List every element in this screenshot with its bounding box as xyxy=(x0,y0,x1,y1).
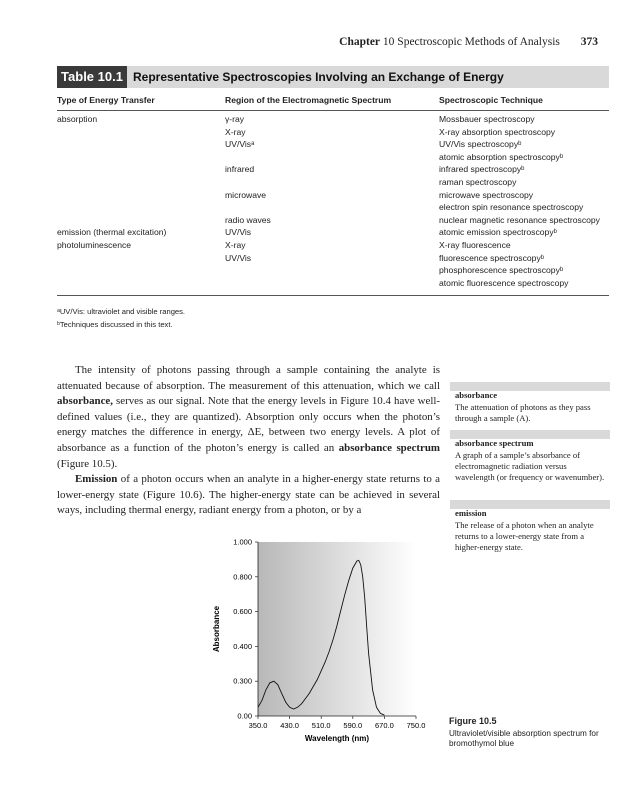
table-cell: photoluminescence xyxy=(57,239,132,250)
y-tick-label: 0.300 xyxy=(233,676,252,686)
table-cell: atomic emission spectroscopyᵇ xyxy=(439,227,557,238)
table-cell: radio waves xyxy=(225,214,271,225)
table-row xyxy=(57,265,609,278)
table-cell: atomic fluorescence spectroscopy xyxy=(439,277,569,288)
sidebar-definition xyxy=(455,508,605,553)
body-text xyxy=(57,363,440,519)
table-cell: X-ray xyxy=(225,126,246,137)
figure-caption-text: Ultraviolet/visible absorption spectrum for bromothymol blue xyxy=(449,728,599,748)
sidebar-definition-text: The release of a photon when an analyte returns to a lower-energy state from a higher-energy state. xyxy=(455,520,594,552)
x-tick-label: 510.0 xyxy=(311,721,331,730)
x-tick-label: 670.0 xyxy=(375,721,394,730)
figure-caption xyxy=(449,716,614,750)
column-header: Spectroscopic Technique xyxy=(439,95,543,105)
y-tick-label: 0.600 xyxy=(233,607,252,617)
chapter-label: Chapter xyxy=(339,36,381,48)
x-tick-label: 590.0 xyxy=(343,721,363,730)
table-row xyxy=(57,190,609,203)
sidebar-term: absorbance spectrum xyxy=(455,438,534,448)
table-cell: X-ray xyxy=(225,239,246,250)
chapter-number: 10 xyxy=(382,36,395,48)
term-absorbance-spectrum: absorbance spectrum xyxy=(338,441,440,454)
page-number: 373 xyxy=(580,36,598,48)
table-row xyxy=(57,152,609,165)
table-cell: infrared xyxy=(225,164,255,175)
table-rule xyxy=(57,295,609,296)
table-cell: UV/Visᵃ xyxy=(225,139,255,150)
table-row xyxy=(57,164,609,177)
y-tick-label: 1.000 xyxy=(233,537,252,547)
term-emission: Emission xyxy=(75,473,118,486)
table-row xyxy=(57,215,609,228)
table-cell: emission (thermal excitation) xyxy=(57,227,167,238)
table-title: Representative Spectroscopies Involving an Exchange of Energy xyxy=(133,70,504,84)
chapter-title: Spectroscopic Methods of Analysis xyxy=(397,36,560,48)
x-tick-label: 430.0 xyxy=(280,721,299,730)
absorbance-chart xyxy=(205,535,435,760)
x-axis-label: Wavelength (nm) xyxy=(304,734,370,743)
table-cell: infrared spectroscopyᵇ xyxy=(439,164,525,175)
sidebar-term: absorbance xyxy=(455,390,498,400)
table-cell: X-ray fluorescence xyxy=(439,239,511,250)
table-row xyxy=(57,253,609,266)
table-row xyxy=(57,127,609,140)
column-header: Type of Energy Transfer xyxy=(57,95,155,105)
sidebar-term: emission xyxy=(455,508,487,518)
table-cell: raman spectroscopy xyxy=(439,176,517,187)
table-cell: microwave spectroscopy xyxy=(439,189,534,200)
column-header: Region of the Electromagnetic Spectrum xyxy=(225,95,392,105)
table-cell: phosphorescence spectroscopyᵇ xyxy=(439,265,564,276)
x-tick-label: 750.0 xyxy=(406,721,426,730)
table-cell: atomic absorption spectroscopyᵇ xyxy=(439,151,564,162)
footnote: ᵇTechniques discussed in this text. xyxy=(57,320,173,329)
table-cell: UV/Vis xyxy=(225,227,252,238)
table-cell: UV/Vis xyxy=(225,252,252,263)
table-cell: microwave xyxy=(225,189,267,200)
sidebar-definition xyxy=(455,438,605,483)
table-footnotes xyxy=(57,305,185,331)
table-cell: Mossbauer spectroscopy xyxy=(439,114,535,124)
table-row xyxy=(57,227,609,240)
paragraph: The intensity of photons passing through a sample containing the analyte is attenuated because of absorption. The measurement of this attenuation, which we call absorbance, serves as our signal. Note that the energy levels in Figure 10.4 have well-defined values (i.e., they are quantized). Absorption only occurs when the photon’s energy matches the difference in energy, ΔE, between two energy levels. A plot of absorbance as a function of the photon’s energy is called an absorbance spectrum (Figure 10.5). xyxy=(57,364,440,470)
table-row xyxy=(57,114,609,127)
sidebar-definition xyxy=(455,390,605,424)
table-row xyxy=(57,202,609,215)
plot-background xyxy=(258,542,416,716)
paragraph: Emission of a photon occurs when an analyte in a higher-energy state returns to a lower-energy state (Figure 10.6). The higher-energy state can be achieved in several ways, including thermal energy, radiant energy from a photon, or by a xyxy=(57,473,440,517)
y-axis-label: Absorbance xyxy=(212,605,221,653)
table-cell: electron spin resonance spectroscopy xyxy=(439,202,584,213)
table-cell: nuclear magnetic resonance spectroscopy xyxy=(439,214,600,225)
sidebar-definition-text: The attenuation of photons as they pass through a sample (A). xyxy=(455,402,591,423)
term-absorbance: absorbance, xyxy=(57,395,113,408)
table-cell: X-ray absorption spectroscopy xyxy=(439,126,556,137)
running-head xyxy=(0,36,598,48)
table-row xyxy=(57,278,609,291)
table-row xyxy=(57,177,609,190)
sidebar-definition-text: A graph of a sample’s absorbance of electromagnetic radiation versus wavelength (or frequency or wavenumber). xyxy=(455,450,605,482)
y-tick-label: 0.400 xyxy=(233,641,252,651)
table-cell: fluorescence spectroscopyᵇ xyxy=(439,252,544,263)
table-column-headers xyxy=(57,92,609,111)
table-cell: absorption xyxy=(57,114,98,124)
y-tick-label: 0.00 xyxy=(237,711,252,721)
y-tick-label: 0.800 xyxy=(233,572,252,582)
table-body xyxy=(57,114,609,290)
table-label: Table 10.1 xyxy=(57,66,127,88)
figure-label: Figure 10.5 xyxy=(449,716,497,726)
table-cell: γ-ray xyxy=(225,114,245,124)
footnote: ᵃUV/Vis: ultraviolet and visible ranges. xyxy=(57,307,186,316)
table-row xyxy=(57,139,609,152)
table-cell: UV/Vis spectroscopyᵇ xyxy=(439,139,522,150)
table-row xyxy=(57,240,609,253)
x-tick-label: 350.0 xyxy=(248,721,268,730)
